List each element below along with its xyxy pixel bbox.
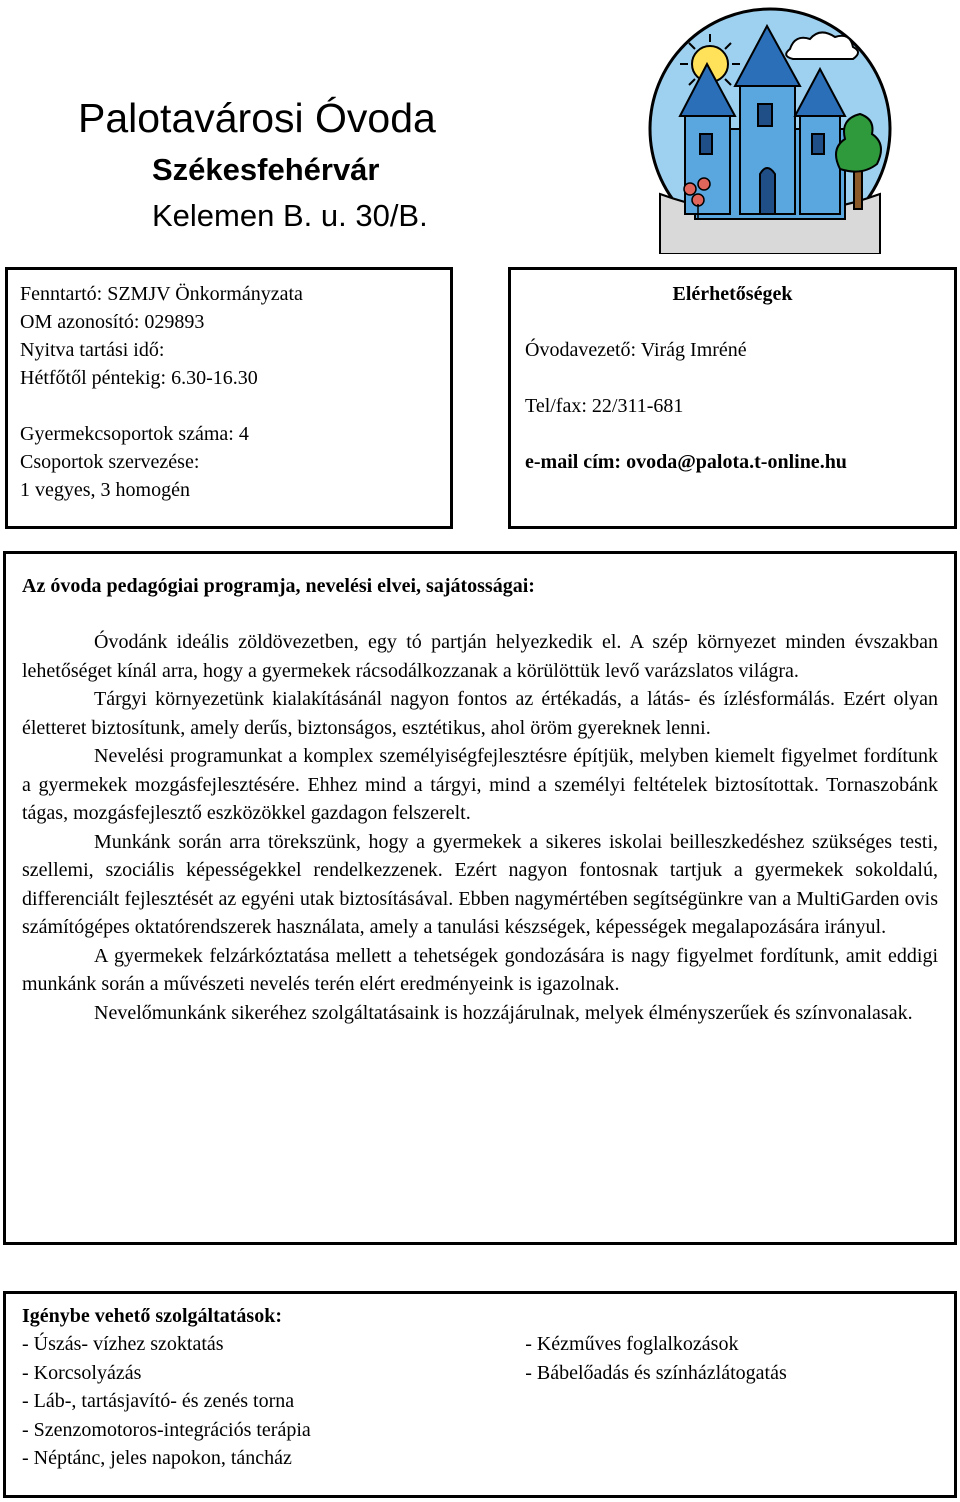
services-box xyxy=(3,1291,957,1498)
program-paragraph: Nevelőmunkánk sikeréhez szolgáltatásaink is hozzájárulnak, melyek élményszerűek és színvonalasak. xyxy=(94,1001,913,1024)
service-item: - Bábelőadás és színházlátogatás xyxy=(525,1361,787,1384)
info-line: Csoportok szervezése: xyxy=(20,451,200,473)
services-right-list xyxy=(525,1330,938,1473)
email-line[interactable]: e-mail cím: ovoda@palota.t-online.hu xyxy=(525,451,847,473)
info-line: OM azonosító: 029893 xyxy=(20,311,205,333)
info-line: Fenntartó: SZMJV Önkormányzata xyxy=(20,283,303,305)
program-paragraph: Óvodánk ideális zöldövezetben, egy tó partján helyezkedik el. A szép környezet minden évszakban lehetőséget kínál arra, hogy a gyermekek rácsodálkozzanak a körülöttük levő varázslatos világra. xyxy=(22,631,938,682)
services-heading: Igénybe vehető szolgáltatások: xyxy=(22,1305,282,1327)
info-line: Hétfőtől péntekig: 6.30-16.30 xyxy=(20,367,258,389)
program-paragraph: Nevelési programunkat a komplex személyiségfejlesztésre építjük, melyben kiemelt figyelmet fordítunk a gyermekek mozgásfejlesztésére. Ehhez mind a tárgyi, mind a személyi feltételek biztosítottak. Tornaszobánk tágas, mozgásfejlesztő eszközökkel gazdagon felszerelt. xyxy=(22,745,938,824)
contact-title: Elérhetőségek xyxy=(672,283,793,305)
castle-logo-icon xyxy=(640,4,900,254)
info-box xyxy=(5,267,453,529)
service-item: - Néptánc, jeles napokon, táncház xyxy=(22,1447,292,1469)
director-line: Óvodavezető: Virág Imréné xyxy=(525,339,747,361)
service-item: - Kézműves foglalkozások xyxy=(525,1333,739,1355)
program-box xyxy=(3,551,957,1245)
service-item: - Láb-, tartásjavító- és zenés torna xyxy=(22,1390,295,1412)
service-item: - Úszás- vízhez szoktatás xyxy=(22,1333,224,1355)
page-title: Palotavárosi Óvoda xyxy=(78,95,436,141)
program-paragraph: Munkánk során arra törekszünk, hogy a gyermekek a sikeres iskolai beilleszkedéshez szükséges testi, szellemi, szociális képességekkel rendelkezzenek. Ezért nagyon fontosnak tartjuk a gyermekek sokoldalú, differenciált fejlesztését az egyéni utak biztosításával. Ebben nagymértében segítségünkre van a MultiGarden ovis számítógépes oktatórendszerek használata, amely a tanulási készségek, képességek megalapozására irányul. xyxy=(22,830,938,938)
address: Kelemen B. u. 30/B. xyxy=(152,198,428,233)
info-line: Nyitva tartási idő: xyxy=(20,339,165,361)
info-line: 1 vegyes, 3 homogén xyxy=(20,479,190,501)
phone-line: Tel/fax: 22/311-681 xyxy=(525,395,684,417)
program-paragraph: A gyermekek felzárkóztatása mellett a tehetségek gondozására is nagy figyelmet fordítunk, amit eddigi munkánk során a művészeti nevelés terén elért eredményeink is igazolnak. xyxy=(22,944,938,995)
service-item: - Szenzomotoros-integrációs terápia xyxy=(22,1418,311,1441)
info-line: Gyermekcsoportok száma: 4 xyxy=(20,423,249,445)
service-item: - Korcsolyázás xyxy=(22,1361,142,1384)
program-paragraph: Tárgyi környezetünk kialakításánál nagyon fontos az értékadás, a látás- és ízlésformálás. Ezért olyan életteret biztosítunk, amely derűs, biztonságos, esztétikus, ahol öröm gyereknek lenni. xyxy=(22,688,938,739)
contact-box xyxy=(508,267,957,529)
city-subtitle: Székesfehérvár xyxy=(152,152,380,187)
program-heading: Az óvoda pedagógiai programja, nevelési elvei, sajátosságai: xyxy=(22,575,535,597)
services-left-list xyxy=(22,1330,525,1473)
